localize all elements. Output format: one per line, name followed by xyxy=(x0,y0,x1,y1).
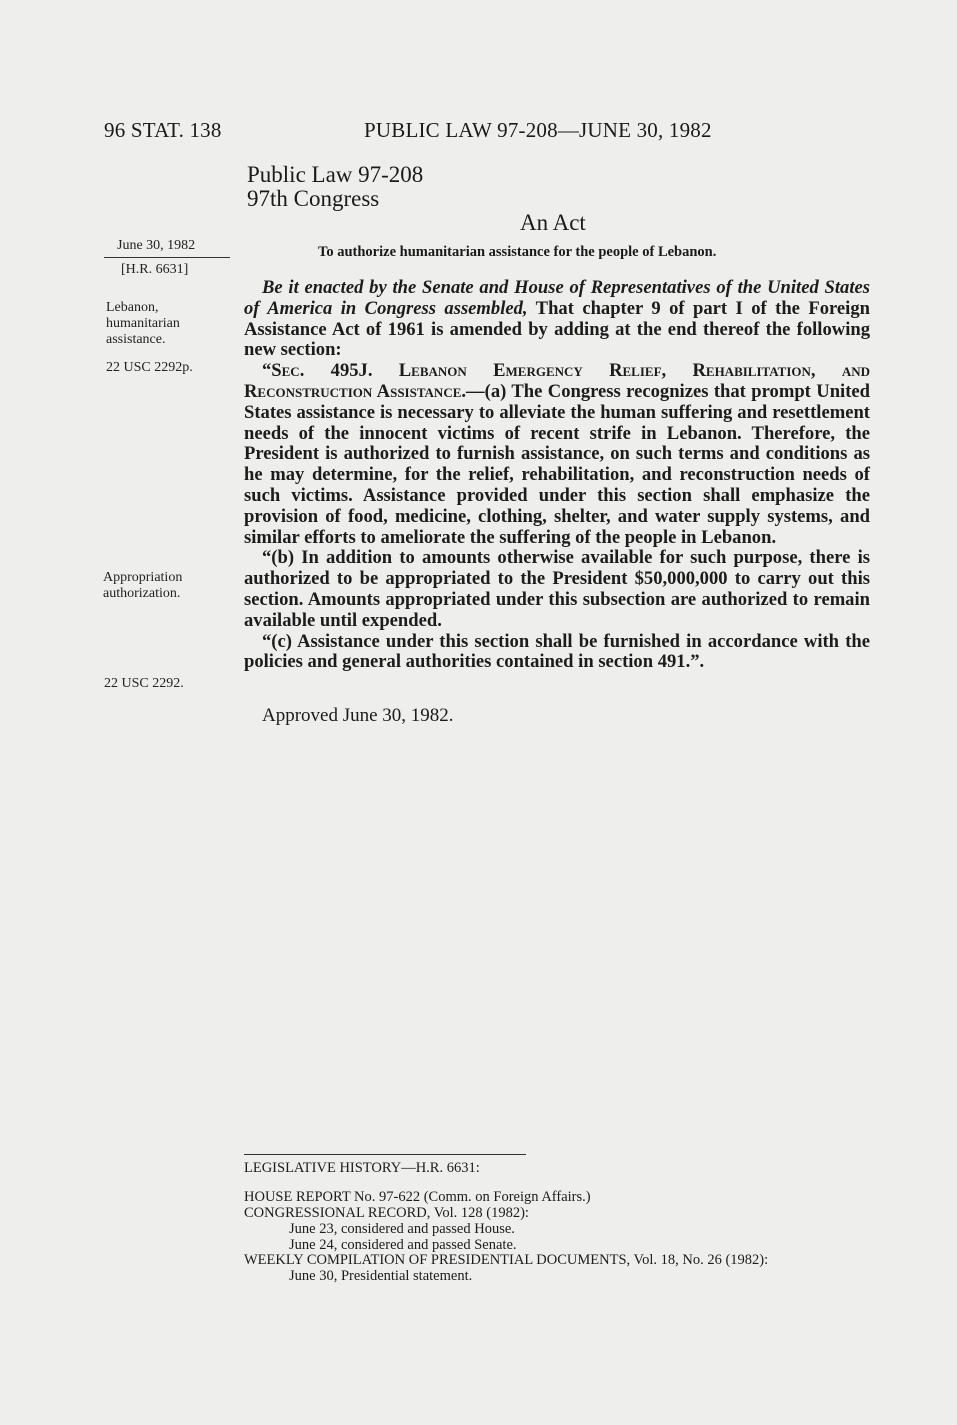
margin-usc-citation-2: 22 USC 2292. xyxy=(104,676,184,691)
subsection-a-text: —(a) The Congress recognizes that prompt United States assistance is necessary to alleviate the human suffering and resettlement needs of the innocent victims of recent strife in Lebanon. Therefore, the President is authorized to furnish assistance, on such terms and conditions as he may determine, for the relief, rehabilitation, and reconstruction needs of such victims. Assistance provided under this section shall emphasize the provision of food, medicine, clothing, shelter, and water supply systems, and similar efforts to ameliorate the suffering of the people in Lebanon. xyxy=(244,380,870,548)
cr-house-passage: June 23, considered and passed House. xyxy=(289,1221,515,1237)
presidential-statement: June 30, Presidential statement. xyxy=(289,1268,473,1284)
congress-number: 97th Congress xyxy=(247,186,380,211)
enacting-formula: Be it enacted by the Senate and House of Representatives of the United States of America in Congress assembled, xyxy=(244,277,870,319)
margin-bill-number: [H.R. 6631] xyxy=(121,262,189,277)
margin-approp-line1: Appropriation xyxy=(103,570,183,585)
section-495j-a xyxy=(244,361,870,548)
margin-divider xyxy=(104,257,230,258)
legislative-history-heading: LEGISLATIVE HISTORY—H.R. 6631: xyxy=(244,1160,480,1176)
subsection-b: “(b) In addition to amounts otherwise available for such purpose, there is authorized to be appropriated to the President $50,000,000 to carry out this section. Amounts appropriated under this subsection are authorized to remain available until expended. xyxy=(244,547,870,631)
congressional-record: CONGRESSIONAL RECORD, Vol. 128 (1982): xyxy=(244,1205,529,1221)
act-body xyxy=(244,278,870,673)
margin-topic-line1: Lebanon, xyxy=(106,300,159,315)
stat-page-number: 96 STAT. 138 xyxy=(104,118,222,142)
act-heading: An Act xyxy=(520,210,586,235)
approval-date: Approved June 30, 1982. xyxy=(262,705,454,726)
footnote-rule xyxy=(244,1154,526,1155)
margin-approp-line2: authorization. xyxy=(103,586,181,601)
weekly-compilation: WEEKLY COMPILATION OF PRESIDENTIAL DOCUMENTS, Vol. 18, No. 26 (1982): xyxy=(244,1252,769,1268)
subsection-c: “(c) Assistance under this section shall be furnished in accordance with the policies and general authorities contained in section 491.”. xyxy=(244,630,870,673)
section-open-quote: “ xyxy=(262,360,272,382)
cr-senate-passage: June 24, considered and passed Senate. xyxy=(289,1237,517,1253)
margin-usc-citation: 22 USC 2292p. xyxy=(106,360,193,375)
act-purpose: To authorize humanitarian assistance for the people of Lebanon. xyxy=(318,244,717,260)
margin-topic-line2: humanitarian xyxy=(106,316,180,331)
house-report: HOUSE REPORT No. 97-622 (Comm. on Foreign Affairs.) xyxy=(244,1189,591,1205)
margin-topic-line3: assistance. xyxy=(106,332,166,347)
section-heading: Sec. 495J. Lebanon Emergency Relief, Rehabilitation, and Reconstruction Assistance. xyxy=(244,360,870,402)
enacting-clause xyxy=(244,278,870,361)
public-law-number: Public Law 97-208 xyxy=(247,162,424,187)
enacting-text: That chapter 9 of part I of the Foreign Assistance Act of 1961 is amended by adding at the end thereof the following new section: xyxy=(244,297,870,361)
running-title: PUBLIC LAW 97-208—JUNE 30, 1982 xyxy=(364,118,712,142)
margin-date: June 30, 1982 xyxy=(117,238,196,253)
